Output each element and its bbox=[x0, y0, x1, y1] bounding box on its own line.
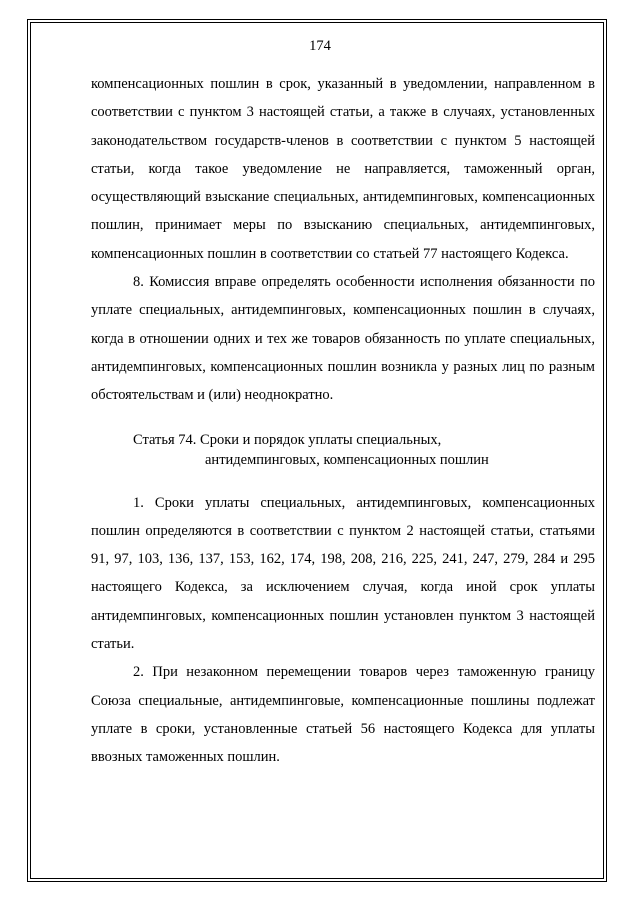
article-heading bbox=[91, 430, 595, 470]
article-heading-line1: Статья 74. Сроки и порядок уплаты специальных, bbox=[133, 431, 442, 448]
article-heading-line2: антидемпинговых, компенсационных пошлин bbox=[205, 451, 489, 468]
document-body bbox=[91, 70, 595, 772]
paragraph-item-2: 2. При незаконном перемещении товаров через таможенную границу Союза специальные, антидемпинговые, компенсационные пошлины подлежат уплате в сроки, установленные статьей 56 настоящего Кодекса для уплаты ввозных таможенных пошлин. bbox=[91, 664, 595, 766]
paragraph-continuation: компенсационных пошлин в срок, указанный в уведомлении, направленном в соответствии с пунктом 3 настоящей статьи, а также в случаях, установленных законодательством государств-членов в соответствии с пунктом 5 настоящей статьи, когда такое уведомление не направляется, таможенный орган, осуществляющий взыскание специальных, антидемпинговых, компенсационных пошлин, принимает меры по взысканию специальных, антидемпинговых, компенсационных пошлин в соответствии со статьей 77 настоящего Кодекса. bbox=[91, 76, 595, 262]
paragraph-item-1: 1. Сроки уплаты специальных, антидемпинговых, компенсационных пошлин определяются в соответствии с пунктом 2 настоящей статьи, статьями 91, 97, 103, 136, 137, 153, 162, 174, 198, 208, 216, 225, 241, 247, 279, 284 и 295 настоящего Кодекса, за исключением случая, когда иной срок уплаты антидемпинговых, компенсационных пошлин установлен пунктом 3 настоящей статьи. bbox=[91, 494, 595, 653]
page-number: 174 bbox=[309, 38, 331, 54]
paragraph-item-8: 8. Комиссия вправе определять особенности исполнения обязанности по уплате специальных, антидемпинговых, компенсационных пошлин в случаях, когда в отношении одних и тех же товаров обязанность по уплате специальных, антидемпинговых, компенсационных пошлин возникла у разных лиц по разным обстоятельствам и (или) неоднократно. bbox=[91, 274, 595, 404]
